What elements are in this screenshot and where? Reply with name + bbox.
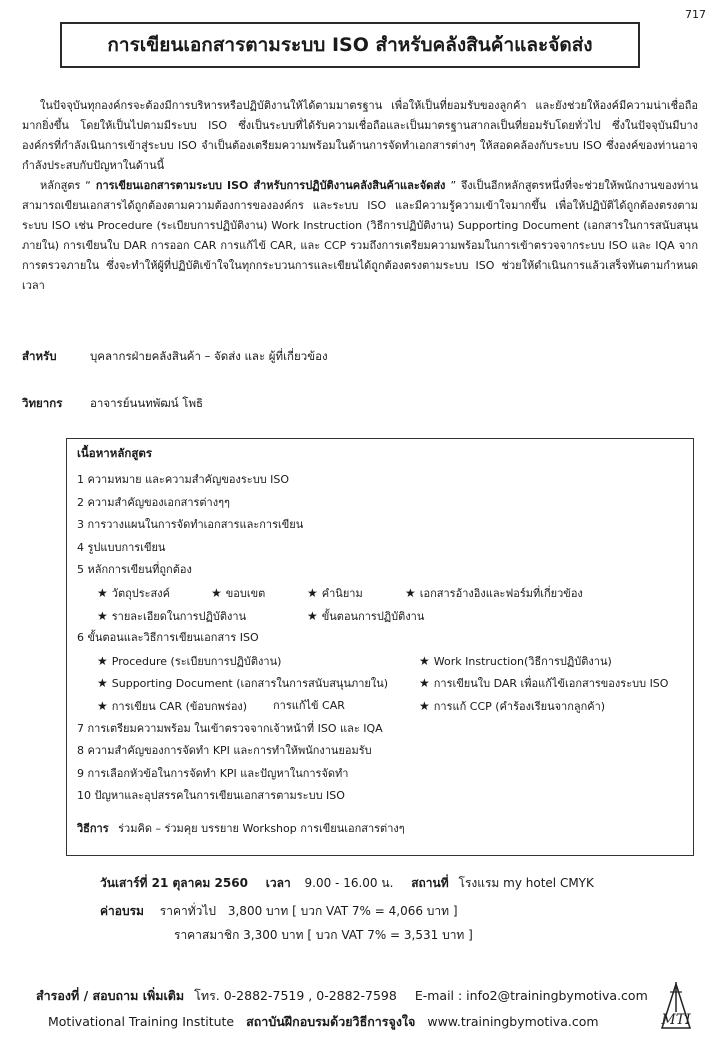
content-item: 4 รูปแบบการเขียน [77,540,166,554]
intro-paragraph-2-body: ” จึงเป็นอีกหลักสูตรหนึ่งที่จะช่วยให้พนักงานของท่านสามารถเขียนเอกสารได้ถูกต้องตามความต้องการขององค์กร และระบบ ISO และมีความรู้ความเข้าใจมากขึ้น เพื่อให้ปฏิบัติได้ถูกต้องตรงตามระบบ ISO เช่น Procedure (ระเบียบการปฏิบัติงาน) Work Instruction (วิธีการปฏิบัติงาน) Supporting Document (เอกสารในการสนับสนุนภายใน) การเขียนใบ DAR การออก CAR การแก้ไข้ CAR, และ CCP รวมถึงการเตรียมความพร้อมในการเข้าตรวจจากระบบ ISO และ IQA จากการตรวจภายใน ซึ่งจะทำให้ผู้ที่ปฏิบัติเข้าใจในทุกกระบวนการและเขียนได้ถูกต้องตรงตามระบบ ISO ช่วยให้ดำเนินการแล้วเสร็จทันตามกำหนดเวลา [22,179,698,292]
sub-item-label: การเขียน CAR (ข้อบกพร่อง) [111,699,248,713]
star-icon: ★ [307,585,318,600]
sub-item-label: คำนิยาม [321,586,363,600]
content-item: 2 ความสำคัญของเอกสารต่างๆๆ [77,495,230,509]
sub-item-label: เอกสารอ้างอิงและฟอร์มที่เกี่ยวข้อง [419,586,583,600]
content-item: 5 หลักการเขียนที่ถูกต้อง [77,563,192,577]
org-name-th: สถาบันฝึกอบรมด้วยวิธีการจูงใจ [246,1014,416,1029]
sub-item-label: Supporting Document (เอกสารในการสนับสนุนภายใน) [111,677,389,691]
fee-label: ค่าอบรม [100,904,144,918]
star-icon: ★ [97,608,108,623]
schedule-row [100,874,594,893]
star-icon: ★ [97,676,108,691]
star-icon: ★ [419,676,430,691]
item6-subs-row-3 [77,695,683,718]
star-icon: ★ [97,653,108,668]
item5-subs-row-1 [77,582,683,605]
sub-item-label: การแก้ไข้ CAR [273,698,345,712]
star-icon: ★ [405,585,416,600]
item6-subs-row-1 [77,650,683,673]
fee-general-label: ราคาทั่วไป [159,904,217,918]
sub-item [307,605,424,629]
sub-item [97,695,247,719]
page-title: การเขียนเอกสารตามระบบ ISO สำหรับคลังสินค้าและจัดส่ง [60,22,640,68]
place-value: โรงแรม my hotel CMYK [458,876,594,890]
sub-item [419,695,605,719]
sub-item-label: การเขียนใบ DAR เพื่อแก้ไข้เอกสารของระบบ ISO [433,677,669,691]
place-label: สถานที่ [411,876,449,890]
page-number: 717 [685,8,706,21]
org-name-en: Motivational Training Institute [48,1014,235,1029]
content-item: 7 การเตรียมความพร้อม ในเข้าตรวจจากเจ้าหน้าที่ ISO และ IQA [77,721,383,735]
sub-item [211,582,265,606]
sub-item [97,582,170,606]
email-link[interactable]: E-mail : info2@trainingbymotiva.com [414,988,648,1003]
star-icon: ★ [97,698,108,713]
sub-item-label: ขั้นตอนการปฏิบัติงาน [321,609,425,623]
fee-member: ราคาสมาชิก 3,300 บาท [ บวก VAT 7% = 3,531 บาท ] [174,928,473,942]
sub-item [97,605,246,629]
content-item: 10 ปัญหาและอุปสรรคในการเขียนเอกสารตามระบบ ISO [77,789,345,803]
star-icon: ★ [419,653,430,668]
method-row [77,818,683,841]
contact-label: สำรองที่ / สอบถาม เพิ่มเติม [36,988,185,1003]
sub-item-label: ขอบเขต [225,586,266,600]
time-label: เวลา [265,876,291,890]
sub-item [97,650,281,674]
sub-item [419,672,668,696]
item5-subs-row-2 [77,605,683,628]
quote-open: หลักสูตร “ [40,179,91,192]
sub-item [97,672,388,696]
content-item: 9 การเลือกหัวข้อในการจัดทำ KPI และปัญหาในการจัดทำ [77,766,349,780]
sub-item [419,650,612,674]
intro-paragraph-1: ในปัจจุบันทุกองค์กรจะต้องมีการบริหารหรือปฏิบัติงานให้ได้ตามมาตรฐาน เพื่อให้เป็นที่ยอมรับของลูกค้า และยังช่วยให้องค์มีความน่าเชื่อถือมากยิ่งขึ้น โดยให้เป็นไปตามมีระบบ ISO ซึ่งเป็นระบบที่ได้รับความเชื่อถือและเป็นมาตรฐานสากลเป็นที่ยอมรับโดยทั่วไป ซึ่งในปัจจุบันมีบางองค์กรที่กำลังเนินการเข้าสู่ระบบ ISO จำเป็นต้องเตรียมความพร้อมในด้านการจัดทำเอกสารต่างๆ ให้สอดคล้องกับระบบ ISO ซึ่งองค์ของท่านอาจกำลังประสบกับปัญหาในด้านนี้ [22,99,698,172]
intro-paragraph-2 [22,176,698,296]
content-item: 6 ขั้นตอนและวิธีการเขียนเอกสาร ISO [77,631,259,645]
sub-item-label: การแก้ CCP (คำร้องเรียนจากลูกค้า) [433,699,606,713]
sub-item-label: วัตถุประสงค์ [111,586,170,600]
method-value: ร่วมคิด – ร่วมคุย บรรยาย Workshop การเขียนเอกสารต่างๆ [118,821,405,835]
fee-row [100,902,458,921]
sub-item [307,582,363,606]
speaker-row [22,395,203,413]
audience-label: สำหรับ [22,349,57,363]
date-label: วันเสาร์ที่ 21 ตุลาคม 2560 [100,876,248,890]
star-icon: ★ [307,608,318,623]
mti-logo-icon [652,982,700,1030]
course-content-box [66,438,694,856]
phone-numbers: โทร. 0-2882-7519 , 0-2882-7598 [194,988,397,1003]
logo-text: MTI [661,1012,691,1028]
star-icon: ★ [97,585,108,600]
star-icon: ★ [211,585,222,600]
speaker-label: วิทยากร [22,396,63,410]
time-value: 9.00 - 16.00 น. [304,876,394,890]
sub-item-label: Work Instruction(วิธีการปฏิบัติงาน) [433,654,612,668]
content-item: 3 การวางแผนในการจัดทำเอกสารและการเขียน [77,518,304,532]
organization-row [48,1012,599,1032]
audience-value: บุคลากรฝ่ายคลังสินค้า – จัดส่ง และ ผู้ที่เกี่ยวข้อง [90,349,328,363]
fee-general-value: 3,800 บาท [ บวก VAT 7% = 4,066 บาท ] [227,904,458,918]
speaker-value: อาจารย์นนทพัฒน์ โพธิ [90,396,204,410]
method-label: วิธีการ [77,821,109,835]
course-name: การเขียนเอกสารตามระบบ ISO สำหรับการปฏิบัติงานคลังสินค้าและจัดส่ง [90,179,451,192]
audience-row [22,348,328,366]
website-link[interactable]: www.trainingbymotiva.com [427,1014,599,1029]
sub-item-label: Procedure (ระเบียบการปฏิบัติงาน) [111,654,282,668]
sub-item-label: รายละเอียดในการปฏิบัติงาน [111,609,247,623]
content-item: 1 ความหมาย และความสำคัญของระบบ ISO [77,473,290,486]
content-item: 8 ความสำคัญของการจัดทำ KPI และการทำให้พนักงานยอมรับ [77,744,372,758]
intro-section [22,96,698,296]
item6-subs-row-2 [77,672,683,695]
star-icon: ★ [419,698,430,713]
contact-row [36,986,648,1006]
content-title: เนื้อหาหลักสูตร [77,446,152,460]
sub-item [405,582,583,606]
